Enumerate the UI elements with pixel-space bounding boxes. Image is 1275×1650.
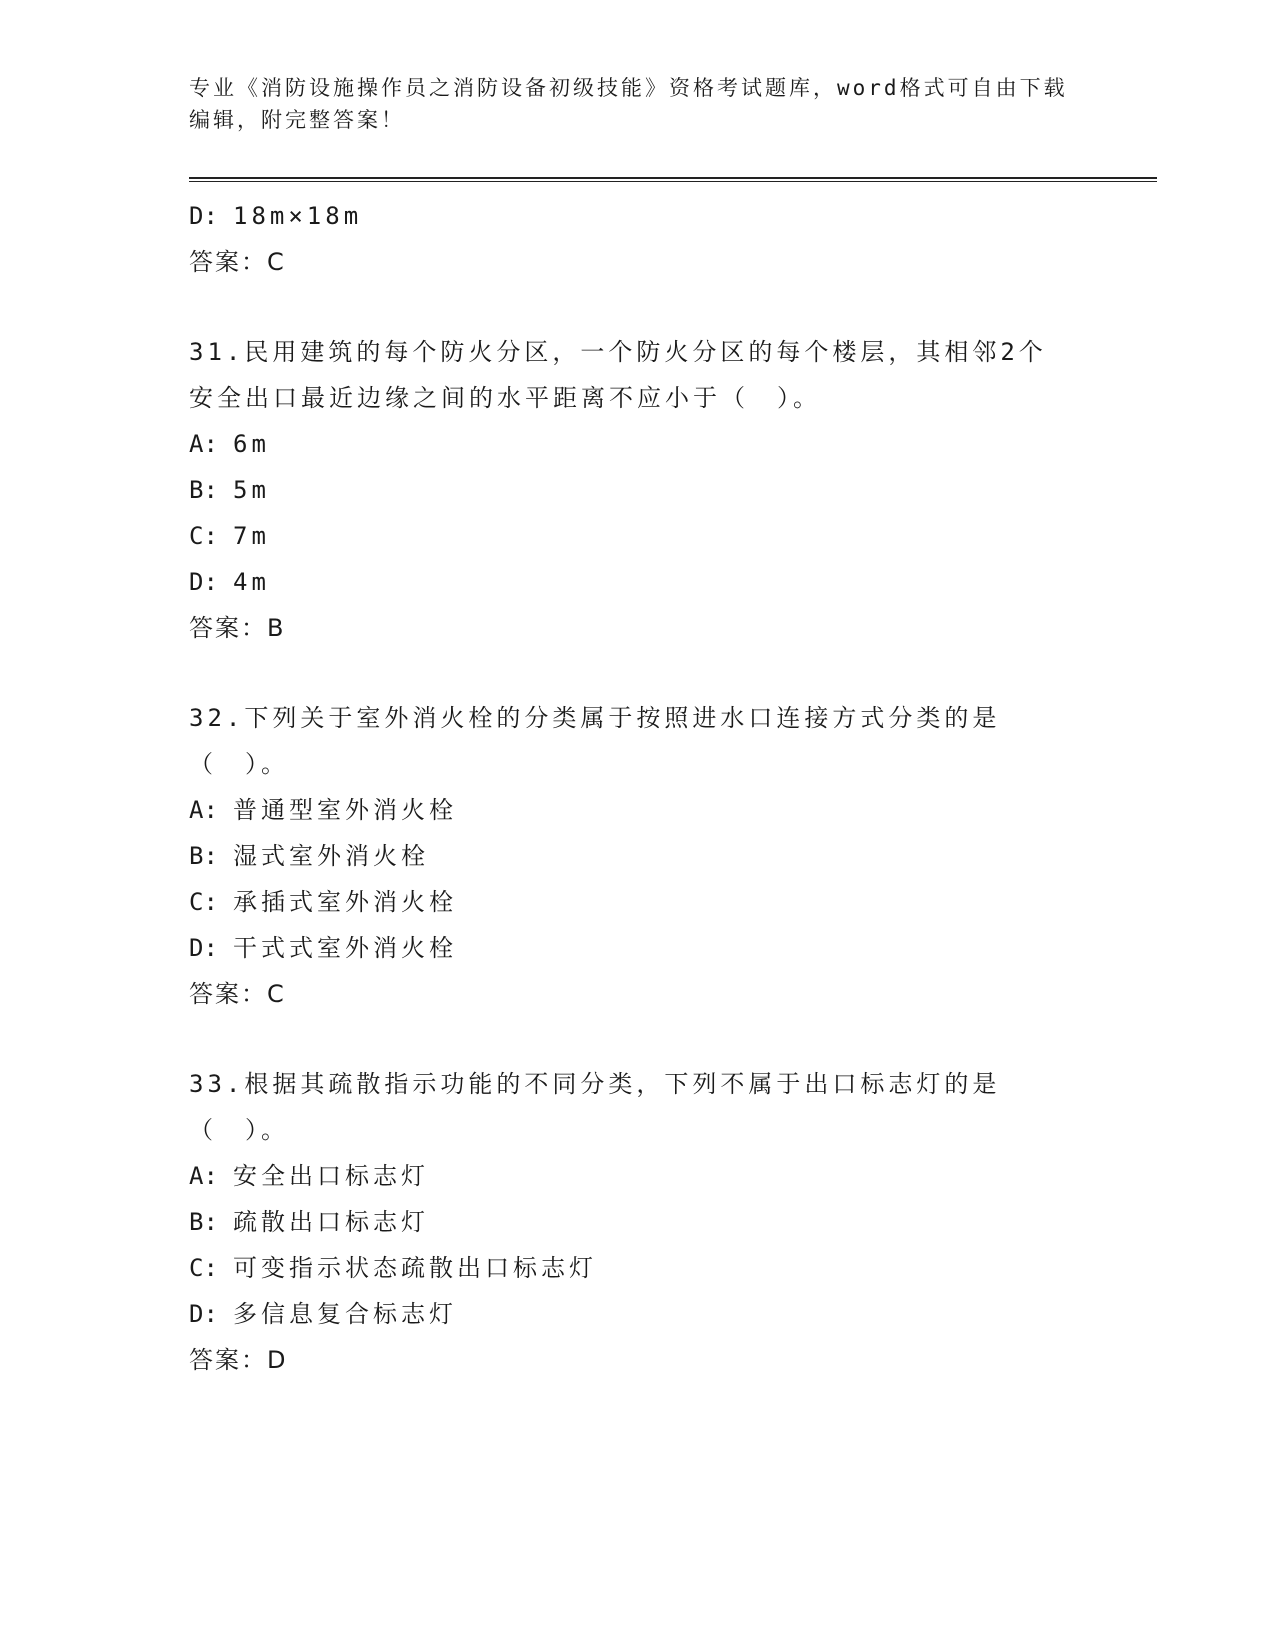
- question-33: [189, 1061, 1089, 1383]
- answer-label: 答案：: [189, 614, 267, 642]
- answer-line: [189, 605, 1089, 651]
- option-a: [189, 787, 1089, 833]
- option-text: 干式式室外消火栓: [233, 934, 457, 962]
- option-d: [189, 559, 1089, 605]
- option-text: 18m×18m: [233, 202, 363, 230]
- option-a: [189, 1153, 1089, 1199]
- option-text: 湿式室外消火栓: [233, 842, 429, 870]
- option-b: [189, 833, 1089, 879]
- answer-value: C: [267, 248, 286, 276]
- answer-line: [189, 971, 1089, 1017]
- option-text: 5m: [233, 476, 270, 504]
- option-letter: B:: [189, 476, 218, 504]
- document-header: 专业《消防设施操作员之消防设备初级技能》资格考试题库，word格式可自由下载编辑，附完整答案！: [189, 76, 1068, 132]
- option-letter: A:: [189, 430, 218, 458]
- option-b: [189, 1199, 1089, 1245]
- question-31: [189, 329, 1089, 651]
- option-text: 6m: [233, 430, 270, 458]
- option-c: [189, 1245, 1089, 1291]
- option-d-carryover: [189, 193, 1089, 239]
- answer-line: [189, 1337, 1089, 1383]
- option-a: [189, 421, 1089, 467]
- option-b: [189, 467, 1089, 513]
- option-text: 4m: [233, 568, 270, 596]
- question-stem: 32.下列关于室外消火栓的分类属于按照进水口连接方式分类的是（ ）。: [189, 704, 1001, 778]
- option-letter: D:: [189, 934, 218, 962]
- option-letter: C:: [189, 522, 218, 550]
- option-c: [189, 879, 1089, 925]
- answer-line-carryover: [189, 239, 1089, 285]
- option-text: 多信息复合标志灯: [233, 1300, 457, 1328]
- answer-value: C: [267, 980, 286, 1008]
- option-letter: D:: [189, 1300, 218, 1328]
- option-d: [189, 925, 1089, 971]
- answer-label: 答案：: [189, 248, 267, 276]
- question-stem: 31.民用建筑的每个防火分区，一个防火分区的每个楼层，其相邻2个安全出口最近边缘之间的水平距离不应小于（ ）。: [189, 338, 1047, 412]
- option-letter: B:: [189, 842, 218, 870]
- option-letter: A:: [189, 796, 218, 824]
- option-letter: C:: [189, 1254, 218, 1282]
- option-letter: D:: [189, 568, 218, 596]
- answer-label: 答案：: [189, 980, 267, 1008]
- header-divider: [189, 177, 1157, 182]
- option-text: 7m: [233, 522, 270, 550]
- option-c: [189, 513, 1089, 559]
- question-content: [189, 193, 1089, 1427]
- option-letter: C:: [189, 888, 218, 916]
- answer-value: B: [267, 614, 286, 642]
- option-text: 安全出口标志灯: [233, 1162, 429, 1190]
- answer-value: D: [267, 1346, 288, 1374]
- option-text: 可变指示状态疏散出口标志灯: [233, 1254, 597, 1282]
- option-d: [189, 1291, 1089, 1337]
- option-letter: D:: [189, 202, 218, 230]
- question-stem: 33.根据其疏散指示功能的不同分类，下列不属于出口标志灯的是（ ）。: [189, 1070, 1001, 1144]
- option-text: 疏散出口标志灯: [233, 1208, 429, 1236]
- answer-label: 答案：: [189, 1346, 267, 1374]
- option-text: 承插式室外消火栓: [233, 888, 457, 916]
- option-letter: A:: [189, 1162, 218, 1190]
- option-letter: B:: [189, 1208, 218, 1236]
- question-32: [189, 695, 1089, 1017]
- option-text: 普通型室外消火栓: [233, 796, 457, 824]
